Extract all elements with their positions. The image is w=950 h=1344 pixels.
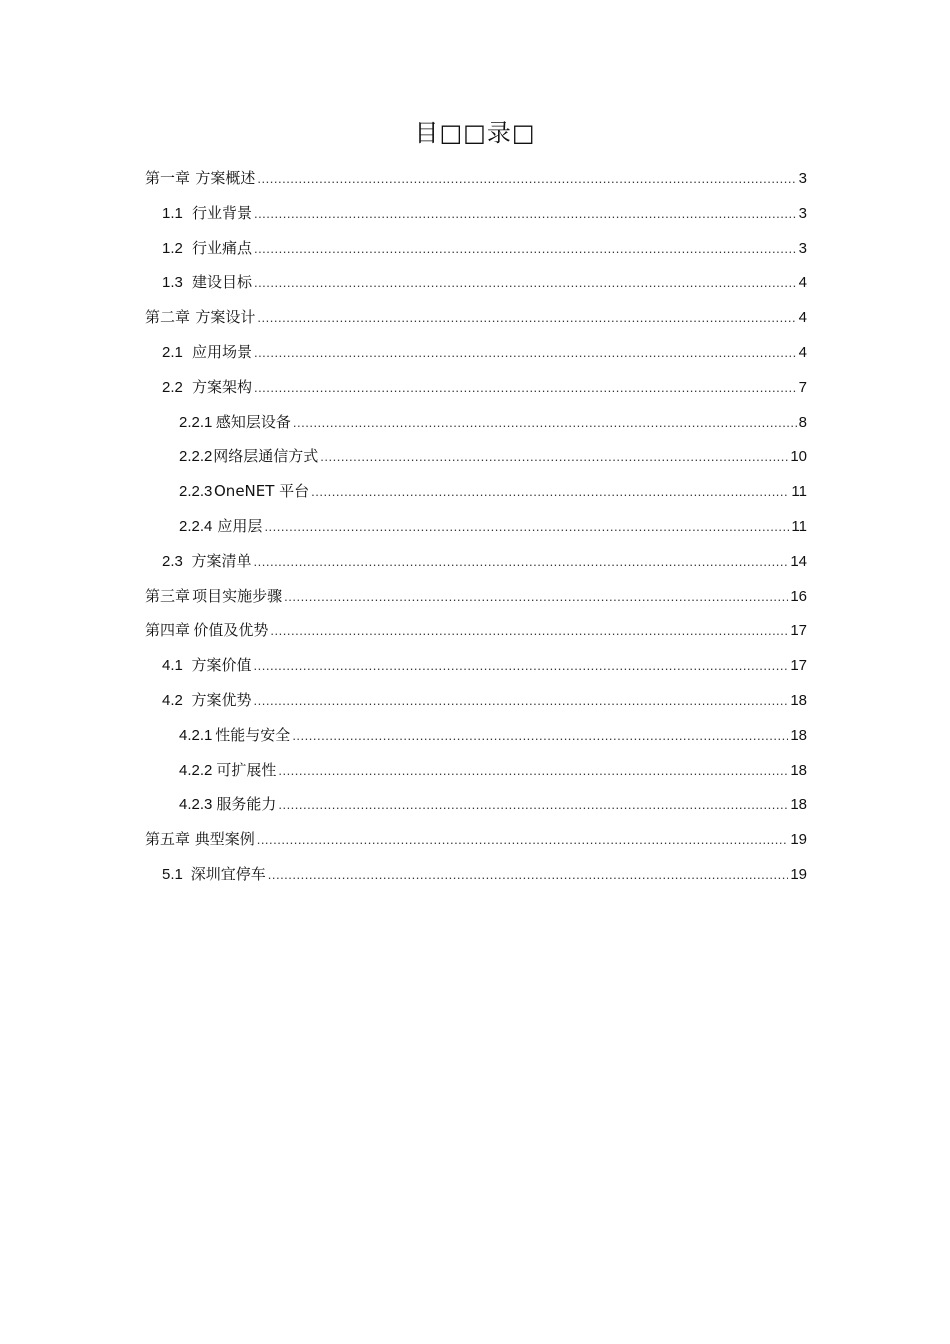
toc-entry-number: 2.2: [162, 378, 183, 396]
toc-entry-chapter-5[interactable]: [145, 822, 807, 857]
toc-entry-number: 4.2.1: [179, 726, 213, 744]
toc-entry-title: 方案设计: [195, 308, 256, 327]
toc-entry-number: 1.1: [162, 204, 183, 222]
toc-entry-chapter-4[interactable]: [145, 613, 807, 648]
toc-entry-4-2[interactable]: [145, 683, 807, 718]
dot-leader: [257, 162, 796, 197]
dot-leader: [268, 858, 789, 893]
dot-leader: [254, 684, 789, 719]
toc-entry-page: 3: [798, 204, 807, 222]
toc-entry-1-1[interactable]: [145, 196, 807, 231]
toc-entry-page: 10: [790, 448, 807, 466]
toc-entry-page: 14: [790, 552, 807, 570]
toc-entry-4-2-3[interactable]: [145, 787, 807, 822]
dot-leader: [254, 371, 797, 406]
toc-entry-2-2-4[interactable]: [145, 509, 807, 544]
toc-entry-2-2-3[interactable]: [145, 474, 807, 509]
toc-entry-number: 4.2: [162, 691, 183, 709]
toc-entry-title: 方案概述: [195, 169, 256, 187]
dot-leader: [254, 649, 789, 684]
toc-entry-title: 性能与安全: [215, 725, 291, 744]
toc-entry-5-1[interactable]: [145, 857, 807, 892]
toc-entry-number: 第二章: [145, 308, 191, 327]
toc-entry-title: 项目实施步骤: [192, 586, 283, 605]
toc-entry-number: 2.3: [162, 552, 183, 570]
toc-entry-title: 网络层通信方式: [213, 447, 319, 466]
toc-entry-chapter-1[interactable]: [145, 161, 807, 196]
toc-entry-2-1[interactable]: [145, 335, 807, 370]
toc-entry-title: 方案架构: [191, 377, 252, 396]
toc-entry-page: 19: [790, 831, 807, 849]
toc-entry-2-3[interactable]: [145, 544, 807, 579]
dot-leader: [320, 440, 788, 475]
dot-leader: [270, 614, 788, 649]
toc-entry-2-2-2[interactable]: [145, 439, 807, 474]
toc-entry-1-3[interactable]: [145, 265, 807, 300]
dot-leader: [254, 266, 797, 301]
toc-entry-page: 8: [798, 413, 807, 431]
toc-entry-page: 7: [798, 378, 807, 396]
dot-leader: [264, 510, 789, 545]
toc-entry-page: 4: [798, 343, 807, 361]
toc-entry-title: 建设目标: [191, 273, 252, 292]
toc-entry-title: 应用层: [217, 516, 263, 535]
toc-entry-title: 可扩展性: [216, 760, 277, 779]
toc-entry-title: 价值及优势: [193, 621, 269, 640]
toc-entry-number: 2.1: [162, 343, 183, 361]
toc-entry-number: 第三章: [145, 586, 191, 605]
toc-entry-title: 方案优势: [191, 690, 252, 709]
dot-leader: [311, 475, 789, 510]
toc-entry-2-2-1[interactable]: [145, 405, 807, 440]
dot-leader: [254, 197, 797, 232]
toc-entry-number: 1.3: [162, 274, 183, 292]
toc-entry-title: 典型案例: [194, 830, 255, 849]
toc-title: 目□□录□: [414, 119, 536, 147]
toc-entry-number: 第五章: [145, 830, 191, 849]
toc-entry-page: 17: [790, 657, 807, 675]
dot-leader: [293, 406, 797, 441]
dot-leader: [292, 719, 788, 754]
toc-entry-page: 3: [798, 239, 807, 257]
toc-entry-title: 方案清单: [191, 551, 252, 570]
toc-entry-page: 4: [798, 309, 807, 327]
dot-leader: [278, 754, 788, 789]
toc-entry-page: 18: [790, 796, 807, 814]
dot-leader: [257, 301, 796, 336]
toc-entry-number: 2.2.3: [179, 483, 213, 501]
dot-leader: [254, 232, 797, 267]
toc-entry-chapter-3[interactable]: [145, 579, 807, 614]
toc-entry-chapter-2[interactable]: [145, 300, 807, 335]
toc-entry-number: 4.1: [162, 657, 183, 675]
toc-entry-page: 16: [790, 587, 807, 605]
dot-leader: [257, 823, 789, 858]
toc-entry-4-2-1[interactable]: [145, 718, 807, 753]
toc-entry-title: 感知层设备: [215, 412, 291, 431]
toc-entry-page: 19: [790, 865, 807, 883]
toc-entry-number: 5.1: [162, 865, 183, 883]
toc-entry-title: OneNET 平台: [214, 482, 310, 501]
toc-entry-number: 第四章: [145, 621, 191, 640]
dot-leader: [278, 788, 788, 823]
toc-entry-page: 17: [790, 622, 807, 640]
toc-entry-page: 18: [790, 761, 807, 779]
toc-entry-title: 行业背景: [191, 203, 252, 222]
dot-leader: [254, 545, 789, 580]
toc-entry-2-2[interactable]: [145, 370, 807, 405]
toc-entry-page: 11: [791, 483, 807, 501]
toc-entry-page: 4: [798, 274, 807, 292]
toc-entry-title: 深圳宜停车: [190, 864, 266, 883]
dot-leader: [284, 580, 788, 615]
toc-entry-title: 行业痛点: [191, 238, 252, 257]
toc-entry-page: 18: [790, 726, 807, 744]
toc-entry-page: 3: [798, 170, 807, 187]
toc-entry-1-2[interactable]: [145, 231, 807, 266]
toc-entry-title: 应用场景: [191, 342, 252, 361]
toc-entry-number: 第一章: [145, 169, 191, 187]
toc-entry-number: 4.2.3: [179, 796, 213, 814]
toc-entry-number: 2.2.4: [179, 517, 213, 535]
toc-entry-title: 方案价值: [191, 656, 252, 675]
toc-entry-4-1[interactable]: [145, 648, 807, 683]
toc-entry-page: 18: [790, 691, 807, 709]
toc-entry-number: 2.2.2: [179, 448, 213, 466]
toc-entry-page: 11: [791, 517, 807, 535]
toc-entry-title: 服务能力: [216, 795, 277, 814]
toc-entry-number: 1.2: [162, 239, 183, 257]
toc-entry-number: 2.2.1: [179, 413, 213, 431]
table-of-contents: [145, 161, 807, 892]
toc-entry-4-2-2[interactable]: [145, 753, 807, 788]
dot-leader: [254, 336, 797, 371]
toc-entry-number: 4.2.2: [179, 761, 213, 779]
